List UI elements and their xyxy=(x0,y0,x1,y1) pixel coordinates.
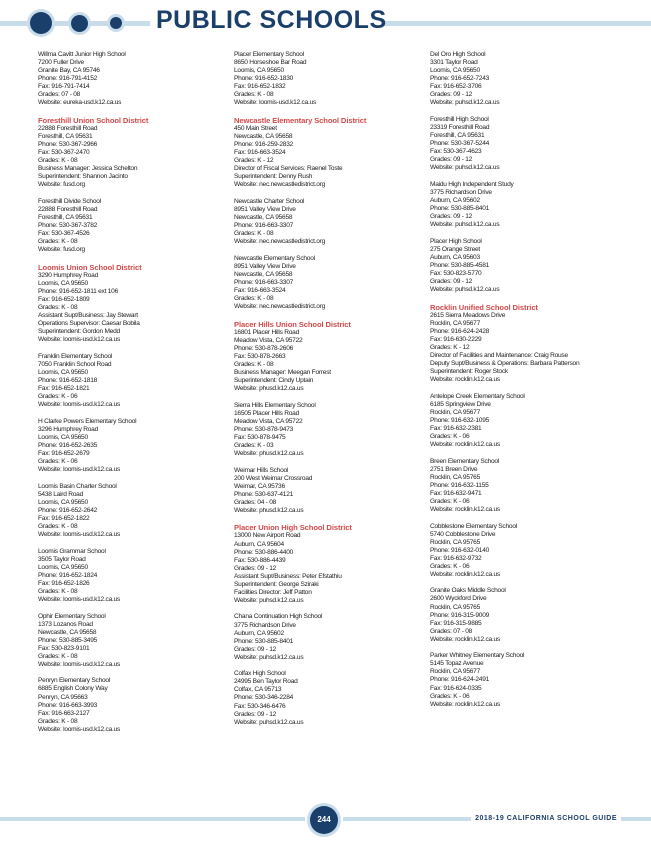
school-name: Newcastle Elementary School xyxy=(234,254,315,262)
entry-line: 5145 Topaz Avenue xyxy=(430,660,484,668)
entry-line: 22888 Foresthill Road xyxy=(38,205,98,213)
school-entry xyxy=(234,613,424,661)
entry-line: Rocklin, CA 95765 xyxy=(430,538,480,546)
entry-line: 23319 Foresthill Road xyxy=(430,123,490,131)
entry-line: Phone: 916-632-1095 xyxy=(430,416,490,424)
school-entry xyxy=(38,418,228,474)
entry-line: Fax: 916-652-1822 xyxy=(38,514,90,522)
entry-line: 6885 English Colony Way xyxy=(38,685,108,693)
entry-line: Fax: 530-878-2663 xyxy=(234,352,286,360)
school-name: Breen Elementary School xyxy=(430,457,500,465)
entry-line: Phone: 916-315-9009 xyxy=(430,611,490,619)
school-name: Ophir Elementary School xyxy=(38,612,106,620)
entry-line: Website: phusd.k12.ca.us xyxy=(234,506,304,514)
entry-line: Phone: 916-663-3307 xyxy=(234,222,294,230)
entry-line: Loomis, CA 95650 xyxy=(234,67,284,75)
entry-line: Grades: 09 - 12 xyxy=(430,277,473,285)
entry-line: Deputy Supt/Business & Operations: Barbara Patterson xyxy=(430,359,580,367)
entry-line: Phone: 916-259-2832 xyxy=(234,141,294,149)
entry-line: 16505 Placer Hills Road xyxy=(234,409,299,417)
entry-line: Grades: K - 06 xyxy=(430,562,470,570)
entry-line: Grades: K - 08 xyxy=(38,304,78,311)
entry-line: Fax: 916-632-9732 xyxy=(430,554,482,562)
entry-line: 6185 Springview Drive xyxy=(430,400,491,408)
entry-line: Phone: 916-652-1830 xyxy=(234,75,294,83)
entry-line: Newcastle, CA 95658 xyxy=(234,213,293,221)
school-entry xyxy=(38,677,228,733)
entry-line: 24995 Ben Taylor Road xyxy=(234,678,298,686)
entry-line: Phone: 916-791-4152 xyxy=(38,75,98,83)
district-heading: Rocklin Unified School District xyxy=(430,302,538,312)
entry-line: Phone: 530-367-2966 xyxy=(38,141,98,149)
entry-line: Business Manager: Meegan Forrest xyxy=(234,368,331,376)
district-heading: Foresthill Union School District xyxy=(38,115,149,125)
entry-line: Foresthill, CA 95631 xyxy=(38,213,93,221)
entry-line: Foresthill, CA 95631 xyxy=(430,132,485,140)
entry-line: Website: loomis-usd.k12.ca.us xyxy=(38,530,121,538)
entry-line: Fax: 530-367-4526 xyxy=(38,230,90,238)
entry-line: Fax: 530-367-2470 xyxy=(38,149,90,157)
school-entry xyxy=(234,402,424,458)
entry-line: Auburn, CA 95602 xyxy=(234,629,284,637)
entry-line: Newcastle, CA 95658 xyxy=(234,270,293,278)
entry-line: Rocklin, CA 95677 xyxy=(430,319,480,327)
school-entry xyxy=(430,181,620,229)
entry-line: Loomis, CA 95650 xyxy=(38,563,88,571)
entry-line: Website: rocklin.k12.ca.us xyxy=(430,635,500,643)
entry-line: Fax: 916-663-3524 xyxy=(234,149,286,157)
entry-line: Phone: 530-878-2606 xyxy=(234,344,294,352)
entry-line: Website: rocklin.k12.ca.us xyxy=(430,570,500,578)
entry-line: Phone: 916-632-0140 xyxy=(430,546,490,554)
entry-line: Phone: 916-652-2635 xyxy=(38,441,98,449)
school-name: Sierra Hills Elementary School xyxy=(234,401,316,409)
entry-line: Fax: 916-624-0335 xyxy=(430,684,482,692)
column-3 xyxy=(430,51,620,717)
entry-line: Meadow Vista, CA 95722 xyxy=(234,417,303,425)
entry-line: Website: phusd.k12.ca.us xyxy=(234,449,304,457)
school-name: Loomis Grammar School xyxy=(38,547,106,555)
entry-line: Phone: 916-624-2491 xyxy=(430,676,490,684)
entry-line: 13000 New Airport Road xyxy=(234,532,301,540)
entry-line: Website: puhsd.k12.ca.us xyxy=(430,286,500,293)
entry-line: Fax: 916-652-3706 xyxy=(430,83,482,91)
entry-line: Website: nec.newcastledistrict.org xyxy=(234,303,326,311)
footer-rule-left xyxy=(0,817,305,821)
school-name: Foresthill Divide School xyxy=(38,197,101,205)
entry-line: Grades: K - 08 xyxy=(38,522,78,530)
entry-line: Phone: 530-885-4581 xyxy=(430,261,490,269)
entry-line: 3775 Richardson Drive xyxy=(234,621,296,629)
entry-line: Grades: K - 08 xyxy=(234,91,274,99)
entry-line: Website: nec.newcastledistrict.org xyxy=(234,181,326,189)
header-rule-right xyxy=(382,21,651,26)
entry-line: Grades: K - 08 xyxy=(38,652,78,660)
entry-line: Grades: K - 06 xyxy=(430,432,470,440)
school-name: Placer Elementary School xyxy=(234,51,304,58)
school-name: Granite Oaks Middle School xyxy=(430,587,506,595)
entry-line: Rocklin, CA 95765 xyxy=(430,473,480,481)
entry-line: Rocklin, CA 95765 xyxy=(430,603,480,611)
entry-line: Website: eureka-usd.k12.ca.us xyxy=(38,99,122,107)
entry-line: Loomis, CA 95650 xyxy=(38,498,88,506)
entry-line: Fax: 916-632-9471 xyxy=(430,489,482,497)
entry-line: Fax: 530-367-4623 xyxy=(430,148,482,156)
entry-line: Website: puhsd.k12.ca.us xyxy=(234,718,304,726)
entry-line: Grades: K - 08 xyxy=(234,230,274,238)
entry-line: Fax: 916-652-1821 xyxy=(38,385,90,393)
entry-line: Phone: 916-652-7243 xyxy=(430,75,490,83)
entry-line: Rocklin, CA 95677 xyxy=(430,668,480,676)
entry-line: Grades: 04 - 08 xyxy=(234,498,277,506)
entry-line: Grades: K - 06 xyxy=(38,393,78,401)
entry-line: 5740 Cobblestone Drive xyxy=(430,530,496,538)
entry-line: Loomis, CA 95650 xyxy=(430,67,480,75)
entry-line: Superintendent: George Sziraki xyxy=(234,580,319,588)
school-name: Chana Continuation High School xyxy=(234,613,323,621)
entry-line: 7050 Franklin School Road xyxy=(38,360,112,368)
entry-line: Phone: 530-885-3495 xyxy=(38,636,98,644)
entry-line: Website: loomis-usd.k12.ca.us xyxy=(38,660,121,668)
entry-line: Website: loomis-usd.k12.ca.us xyxy=(38,595,121,603)
entry-line: Director of Fiscal Services: Raenel Toste xyxy=(234,165,343,173)
entry-line: Loomis, CA 95650 xyxy=(38,279,88,287)
entry-line: Grades: 09 - 12 xyxy=(430,91,473,99)
entry-line: Website: nec.newcastledistrict.org xyxy=(234,238,326,246)
school-entry xyxy=(38,51,228,107)
page-title: PUBLIC SCHOOLS xyxy=(156,6,387,34)
entry-line: Granite Bay, CA 95746 xyxy=(38,67,100,75)
entry-line: Fax: 530-823-5770 xyxy=(430,269,482,277)
entry-line: Fax: 916-630-2229 xyxy=(430,335,482,343)
page-number: 244 xyxy=(310,806,338,834)
school-entry xyxy=(234,532,424,604)
school-name: Cobblestone Elementary School xyxy=(430,522,517,530)
entry-line: Grades: K - 03 xyxy=(234,441,274,449)
district-heading: Loomis Union School District xyxy=(38,262,142,272)
entry-line: Phone: 916-652-2642 xyxy=(38,506,98,514)
entry-line: Fax: 916-791-7414 xyxy=(38,83,90,91)
school-entry xyxy=(38,125,228,189)
school-name: Del Oro High School xyxy=(430,51,486,58)
entry-line: Fax: 916-663-3524 xyxy=(234,286,286,294)
header-dot-small xyxy=(110,17,122,29)
entry-line: 5438 Laird Road xyxy=(38,490,84,498)
school-entry xyxy=(234,51,424,107)
entry-line: 8951 Valley View Drive xyxy=(234,205,296,213)
entry-line: Grades: K - 08 xyxy=(234,360,274,368)
header-dot-large xyxy=(30,12,52,34)
school-entry xyxy=(38,548,228,604)
entry-line: Phone: 916-652-1811 ext 106 xyxy=(38,287,119,295)
school-entry xyxy=(430,652,620,708)
school-entry xyxy=(430,238,620,294)
school-entry xyxy=(430,51,620,107)
entry-line: Colfax, CA 95713 xyxy=(234,686,282,694)
entry-line: Penryn, CA 95663 xyxy=(38,693,88,701)
district-heading: Placer Hills Union School District xyxy=(234,319,351,329)
school-entry xyxy=(430,523,620,579)
entry-line: 8951 Valley View Drive xyxy=(234,262,296,270)
entry-line: Phone: 916-624-2428 xyxy=(430,327,490,335)
entry-line: Phone: 916-663-3307 xyxy=(234,278,294,286)
entry-line: Grades: K - 12 xyxy=(234,157,274,165)
school-name: Placer High School xyxy=(430,237,482,245)
school-entry xyxy=(38,483,228,539)
entry-line: Superintendent: Gordon Medd xyxy=(38,328,120,336)
school-entry xyxy=(234,125,424,189)
entry-line: Fax: 916-652-1809 xyxy=(38,295,90,303)
entry-line: 7200 Fuller Drive xyxy=(38,59,84,67)
entry-line: Phone: 530-878-9473 xyxy=(234,425,294,433)
entry-line: Website: rocklin.k12.ca.us xyxy=(430,505,500,513)
school-name: Loomis Basin Charter School xyxy=(38,482,117,490)
entry-line: 2751 Breen Drive xyxy=(430,465,478,473)
entry-line: 200 West Weimar Crossroad xyxy=(234,474,313,482)
school-entry xyxy=(234,467,424,515)
entry-line: Website: loomis-usd.k12.ca.us xyxy=(38,725,121,733)
school-name: Colfax High School xyxy=(234,670,286,678)
entry-line: Fax: 916-652-1826 xyxy=(38,579,90,587)
entry-line: Fax: 916-652-1832 xyxy=(234,83,286,91)
entry-line: Superintendent: Cindy Uptain xyxy=(234,376,314,384)
school-entry xyxy=(234,198,424,246)
entry-line: Phone: 530-367-3782 xyxy=(38,222,98,230)
entry-line: Superintendent: Denny Rush xyxy=(234,173,313,181)
entry-line: Phone: 916-652-1818 xyxy=(38,376,98,384)
school-name: Maidu High Independent Study xyxy=(430,180,514,188)
entry-line: Auburn, CA 95604 xyxy=(234,540,284,548)
district-heading: Newcastle Elementary School District xyxy=(234,115,367,125)
entry-line: Website: loomis-usd.k12.ca.us xyxy=(38,401,121,409)
entry-line: Phone: 530-367-5244 xyxy=(430,140,490,148)
entry-line: Phone: 530-885-8401 xyxy=(430,204,490,212)
school-entry xyxy=(430,393,620,449)
entry-line: Grades: 09 - 12 xyxy=(430,156,473,164)
school-entry xyxy=(38,272,228,344)
school-name: Parker Whitney Elementary School xyxy=(430,652,525,660)
entry-line: Grades: 07 - 08 xyxy=(430,627,473,635)
entry-line: Website: fusd.org xyxy=(38,181,85,189)
entry-line: Superintendent: Roger Stock xyxy=(430,367,508,375)
school-entry xyxy=(234,255,424,311)
entry-line: Grades: K - 06 xyxy=(38,457,78,465)
entry-line: 3296 Humphrey Road xyxy=(38,425,99,433)
entry-line: 2615 Sierra Meadows Drive xyxy=(430,311,506,319)
entry-line: Assistant Supt/Business: Peter Efstathiu xyxy=(234,572,342,580)
entry-line: Superintendent: Shannon Jacinto xyxy=(38,173,128,181)
entry-line: Grades: K - 12 xyxy=(430,343,470,351)
entry-line: Website: puhsd.k12.ca.us xyxy=(430,164,500,172)
entry-line: 3301 Taylor Road xyxy=(430,59,478,67)
school-name: Foresthill High School xyxy=(430,115,489,123)
school-name: Franklin Elementary School xyxy=(38,352,113,360)
entry-line: Grades: K - 06 xyxy=(430,692,470,700)
entry-line: Fax: 530-346-6476 xyxy=(234,702,286,710)
school-name: Newcastle Charter School xyxy=(234,197,305,205)
school-name: Penryn Elementary School xyxy=(38,677,111,685)
entry-line: Auburn, CA 95603 xyxy=(430,253,480,261)
entry-line: Phone: 530-885-8401 xyxy=(234,637,294,645)
entry-line: Website: puhsd.k12.ca.us xyxy=(430,99,500,107)
entry-line: Website: rocklin.k12.ca.us xyxy=(430,440,500,448)
entry-line: Website: rocklin.k12.ca.us xyxy=(430,376,500,384)
entry-line: Operations Supervisor: Caesar Bobila xyxy=(38,320,140,328)
entry-line: 22888 Foresthill Road xyxy=(38,124,98,132)
entry-line: Phone: 530-346-2284 xyxy=(234,694,294,702)
entry-line: Website: phusd.k12.ca.us xyxy=(234,385,304,393)
school-entry xyxy=(38,613,228,669)
entry-line: 3290 Humphrey Road xyxy=(38,271,99,279)
entry-line: Fax: 530-886-4439 xyxy=(234,556,286,564)
entry-line: Grades: K - 08 xyxy=(234,295,274,302)
entry-line: Grades: K - 08 xyxy=(38,587,78,595)
entry-line: Newcastle, CA 95658 xyxy=(234,132,293,140)
entry-line: Foresthill, CA 95631 xyxy=(38,132,93,140)
school-name: Weimar Hills School xyxy=(234,466,289,474)
entry-line: Website: fusd.org xyxy=(38,246,85,254)
entry-line: 8650 Horseshoe Bar Road xyxy=(234,59,307,67)
entry-line: 16801 Placer Hills Road xyxy=(234,328,299,336)
entry-line: Loomis, CA 95650 xyxy=(38,368,88,376)
entry-line: Fax: 916-315-9885 xyxy=(430,619,482,627)
column-1 xyxy=(38,51,228,742)
entry-line: Grades: K - 08 xyxy=(38,157,78,165)
entry-line: Website: loomis-usd.k12.ca.us xyxy=(38,336,121,344)
entry-line: Phone: 916-663-3993 xyxy=(38,701,98,709)
column-2 xyxy=(234,51,424,735)
entry-line: Grades: 09 - 12 xyxy=(430,213,473,221)
entry-line: Fax: 530-823-9101 xyxy=(38,644,90,652)
entry-line: Grades: K - 08 xyxy=(38,238,78,246)
entry-line: Weimar, CA 95736 xyxy=(234,482,285,490)
entry-line: Newcastle, CA 95658 xyxy=(38,628,97,636)
entry-line: Grades: K - 08 xyxy=(38,717,78,725)
entry-line: Website: puhsd.k12.ca.us xyxy=(234,653,304,661)
entry-line: Fax: 916-652-2679 xyxy=(38,449,90,457)
entry-line: Website: puhsd.k12.ca.us xyxy=(430,221,500,229)
school-entry xyxy=(430,116,620,172)
school-name: Willma Cavitt Junior High School xyxy=(38,51,126,58)
district-heading: Placer Union High School District xyxy=(234,523,352,533)
entry-line: 275 Orange Street xyxy=(430,245,481,253)
entry-line: Assistant Supt/Business: Jay Stewart xyxy=(38,312,138,320)
header-dot-medium xyxy=(71,15,88,32)
entry-line: 450 Main Street xyxy=(234,124,277,132)
entry-line: Fax: 916-663-2127 xyxy=(38,709,90,717)
entry-line: Business Manager: Jessica Schelton xyxy=(38,165,138,173)
entry-line: Grades: 09 - 12 xyxy=(234,710,277,718)
entry-line: Director of Facilities and Maintenance: Craig Rouse xyxy=(430,351,568,359)
school-entry xyxy=(38,198,228,254)
entry-line: Phone: 530-637-4121 xyxy=(234,490,294,498)
entry-line: 3775 Richardson Drive xyxy=(430,188,492,196)
entry-line: 3505 Taylor Road xyxy=(38,555,86,563)
school-entry xyxy=(430,312,620,384)
entry-line: Rocklin, CA 95677 xyxy=(430,408,480,416)
entry-line: 1373 Lozanos Road xyxy=(38,620,93,628)
entry-line: Website: puhsd.k12.ca.us xyxy=(234,596,304,604)
entry-line: Website: rocklin.k12.ca.us xyxy=(430,700,500,708)
school-entry xyxy=(38,353,228,409)
entry-line: Meadow Vista, CA 95722 xyxy=(234,336,303,344)
entry-line: Phone: 530-886-4400 xyxy=(234,548,294,556)
entry-line: Fax: 916-632-2381 xyxy=(430,424,482,432)
entry-line: Grades: K - 06 xyxy=(430,497,470,505)
entry-line: Website: loomis-usd.k12.ca.us xyxy=(38,466,121,474)
entry-line: Website: loomis-usd.k12.ca.us xyxy=(234,99,317,107)
school-entry xyxy=(430,587,620,643)
school-entry xyxy=(234,670,424,726)
entry-line: Phone: 916-632-1155 xyxy=(430,481,489,489)
entry-line: Loomis, CA 95650 xyxy=(38,433,88,441)
entry-line: 2600 Wyckford Drive xyxy=(430,595,487,603)
entry-line: Phone: 916-652-1824 xyxy=(38,571,98,579)
entry-line: Facilities Director: Jeff Patton xyxy=(234,588,312,596)
school-entry xyxy=(234,329,424,393)
school-name: Antelope Creek Elementary School xyxy=(430,392,525,400)
school-entry xyxy=(430,458,620,514)
entry-line: Grades: 07 - 08 xyxy=(38,91,81,99)
guide-title: 2018-19 CALIFORNIA SCHOOL GUIDE xyxy=(471,815,621,822)
school-name: H Clarke Powers Elementary School xyxy=(38,417,137,425)
entry-line: Fax: 530-878-9475 xyxy=(234,433,286,441)
entry-line: Grades: 09 - 12 xyxy=(234,645,277,653)
entry-line: Auburn, CA 95602 xyxy=(430,196,480,204)
entry-line: Grades: 09 - 12 xyxy=(234,564,277,572)
